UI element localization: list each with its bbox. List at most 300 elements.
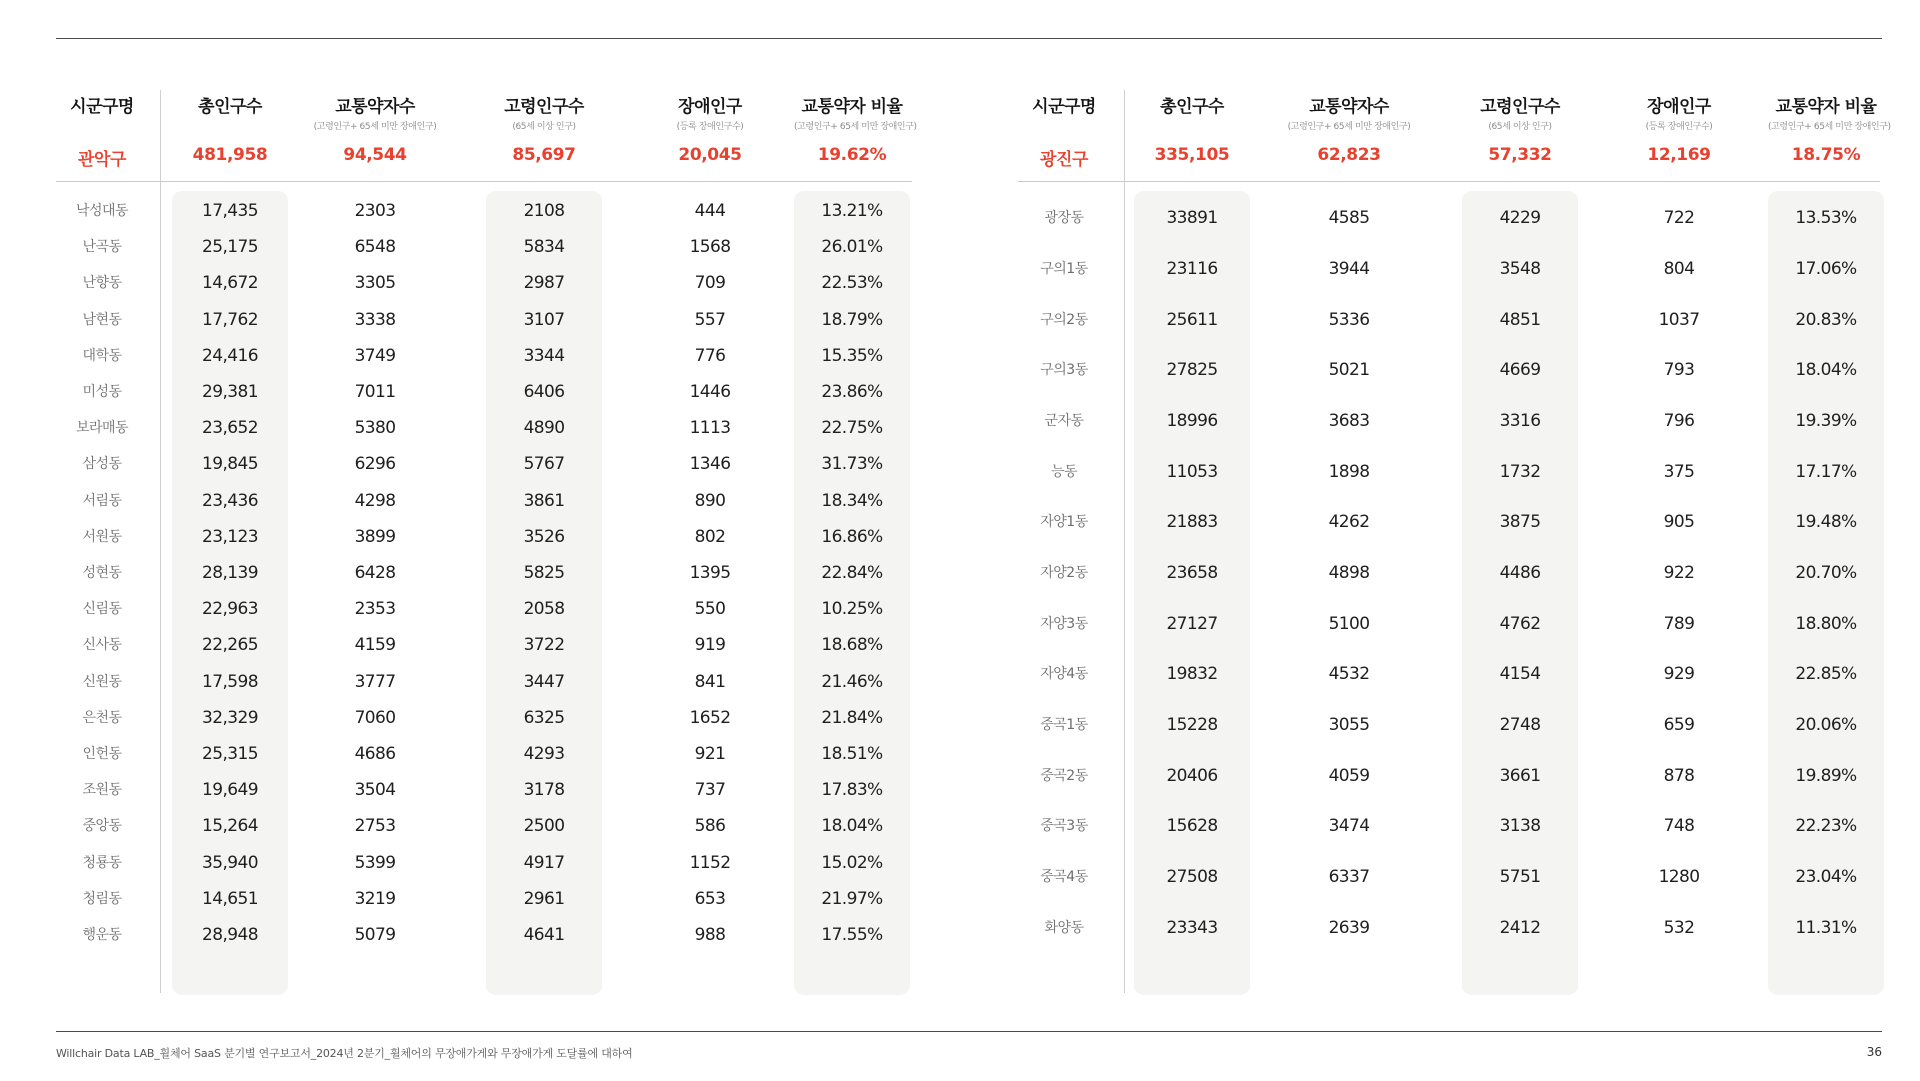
cell-weak: 4262 bbox=[1328, 512, 1370, 533]
total-disabled: 12,169 bbox=[1647, 145, 1711, 165]
table-row bbox=[1018, 866, 1880, 888]
cell-population: 14,651 bbox=[202, 888, 258, 909]
cell-ratio: 18.79% bbox=[821, 309, 883, 330]
column-title: 교통약자수 bbox=[1309, 97, 1389, 117]
column-header-name bbox=[56, 80, 148, 180]
cell-population: 27508 bbox=[1166, 867, 1218, 887]
table-row bbox=[56, 671, 912, 693]
cell-population: 29,381 bbox=[202, 382, 258, 403]
dong-name: 자양4동 bbox=[1040, 666, 1088, 683]
dong-name: 구의3동 bbox=[1040, 362, 1088, 379]
cell-elderly: 3344 bbox=[523, 345, 565, 366]
total-population: 335,105 bbox=[1154, 145, 1230, 165]
cell-ratio: 18.68% bbox=[821, 635, 883, 656]
district-name: 관악구 bbox=[77, 150, 127, 170]
table-row bbox=[1018, 714, 1880, 736]
cell-ratio: 18.34% bbox=[821, 490, 883, 511]
cell-elderly: 4762 bbox=[1499, 613, 1541, 634]
cell-disabled: 919 bbox=[694, 635, 726, 656]
cell-population: 23,123 bbox=[202, 526, 258, 547]
cell-disabled: 793 bbox=[1663, 360, 1695, 381]
cell-weak: 3683 bbox=[1328, 411, 1370, 431]
column-subtitle: (고령인구+ 65세 미만 장애인구) bbox=[1287, 122, 1411, 132]
cell-ratio: 10.25% bbox=[821, 599, 883, 620]
table-row bbox=[1018, 562, 1880, 584]
table-row bbox=[56, 453, 912, 475]
column-header-elderly bbox=[486, 80, 602, 180]
cell-weak: 4059 bbox=[1328, 765, 1370, 786]
total-weak: 94,544 bbox=[343, 145, 407, 165]
cell-disabled: 1346 bbox=[689, 454, 731, 475]
table-row bbox=[56, 309, 912, 331]
table-row bbox=[56, 490, 912, 512]
cell-ratio: 17.06% bbox=[1795, 259, 1857, 279]
cell-elderly: 5825 bbox=[523, 563, 565, 583]
dong-name: 삼성동 bbox=[82, 456, 122, 473]
column-subtitle: (고령인구+ 65세 미만 장애인구) bbox=[313, 122, 437, 132]
cell-weak: 6428 bbox=[354, 563, 396, 583]
cell-population: 24,416 bbox=[202, 345, 258, 366]
dong-name: 난곡동 bbox=[82, 239, 122, 256]
cell-population: 35,940 bbox=[202, 852, 258, 873]
cell-ratio: 19.89% bbox=[1795, 765, 1857, 786]
cell-population: 28,948 bbox=[202, 924, 258, 945]
cell-ratio: 11.31% bbox=[1795, 917, 1857, 938]
column-header-disabled bbox=[1606, 80, 1752, 180]
cell-population: 22,963 bbox=[202, 599, 258, 620]
top-rule bbox=[56, 38, 1882, 39]
column-subtitle: (고령인구+ 65세 미만 장애인구) bbox=[794, 122, 917, 132]
cell-elderly: 3722 bbox=[523, 635, 565, 656]
dong-name: 중곡4동 bbox=[1040, 869, 1088, 885]
cell-ratio: 23.04% bbox=[1795, 867, 1857, 887]
column-title: 장애인구 bbox=[1647, 97, 1711, 117]
cell-disabled: 1037 bbox=[1658, 309, 1700, 330]
cell-ratio: 13.53% bbox=[1795, 208, 1857, 229]
cell-ratio: 22.85% bbox=[1795, 664, 1857, 685]
cell-elderly: 4851 bbox=[1499, 309, 1541, 330]
cell-population: 23,652 bbox=[202, 418, 258, 439]
cell-ratio: 22.23% bbox=[1795, 816, 1857, 837]
dong-name: 보라매동 bbox=[75, 420, 129, 437]
cell-disabled: 709 bbox=[694, 273, 726, 294]
cell-elderly: 3875 bbox=[1499, 512, 1541, 533]
dong-name: 자양2동 bbox=[1040, 565, 1088, 581]
cell-weak: 3899 bbox=[354, 526, 396, 547]
cell-ratio: 22.75% bbox=[821, 418, 883, 439]
column-title: 장애인구 bbox=[678, 97, 742, 117]
cell-disabled: 796 bbox=[1663, 411, 1695, 431]
column-header-disabled bbox=[640, 80, 780, 180]
column-title: 시군구명 bbox=[70, 97, 134, 117]
column-title: 교통약자 비율 bbox=[1775, 97, 1877, 117]
dong-name: 성현동 bbox=[82, 565, 122, 581]
column-subtitle: (등록 장애인구수) bbox=[1645, 122, 1713, 132]
dong-name: 신원동 bbox=[82, 673, 122, 690]
cell-weak: 5380 bbox=[354, 418, 396, 439]
cell-elderly: 4229 bbox=[1499, 208, 1541, 229]
table-row bbox=[56, 200, 912, 222]
column-header-weak bbox=[288, 80, 462, 180]
cell-elderly: 3138 bbox=[1499, 816, 1541, 837]
cell-weak: 4159 bbox=[354, 635, 396, 656]
table-row bbox=[1018, 309, 1880, 331]
cell-weak: 2639 bbox=[1328, 917, 1370, 938]
dong-name: 중곡3동 bbox=[1040, 818, 1088, 835]
table-row bbox=[56, 815, 912, 837]
cell-ratio: 16.86% bbox=[821, 526, 883, 547]
table-row bbox=[1018, 917, 1880, 939]
table-row bbox=[56, 417, 912, 439]
cell-ratio: 31.73% bbox=[821, 454, 883, 475]
cell-disabled: 890 bbox=[694, 490, 726, 511]
cell-elderly: 4917 bbox=[523, 852, 565, 873]
cell-elderly: 2500 bbox=[523, 816, 565, 837]
cell-elderly: 3548 bbox=[1499, 259, 1541, 279]
cell-disabled: 1395 bbox=[689, 563, 731, 583]
cell-elderly: 6325 bbox=[523, 707, 565, 728]
cell-ratio: 23.86% bbox=[821, 382, 883, 403]
dong-name: 남현동 bbox=[82, 311, 122, 328]
table-row bbox=[1018, 663, 1880, 685]
cell-ratio: 21.97% bbox=[821, 888, 883, 909]
cell-ratio: 15.35% bbox=[821, 345, 883, 366]
cell-population: 19832 bbox=[1166, 664, 1218, 685]
cell-ratio: 19.48% bbox=[1795, 512, 1857, 533]
dong-name: 능동 bbox=[1050, 463, 1078, 480]
table-row bbox=[1018, 613, 1880, 635]
total-ratio: 18.75% bbox=[1791, 145, 1861, 165]
cell-weak: 3219 bbox=[354, 888, 396, 909]
table-row bbox=[1018, 511, 1880, 533]
dong-name: 중곡1동 bbox=[1040, 717, 1088, 733]
cell-elderly: 3861 bbox=[523, 490, 565, 511]
cell-disabled: 586 bbox=[694, 816, 726, 837]
cell-population: 14,672 bbox=[202, 273, 258, 294]
cell-population: 25,315 bbox=[202, 743, 258, 764]
cell-disabled: 789 bbox=[1663, 613, 1695, 634]
cell-ratio: 17.17% bbox=[1795, 461, 1857, 482]
dong-name: 군자동 bbox=[1044, 413, 1084, 429]
cell-disabled: 1280 bbox=[1658, 867, 1700, 887]
total-weak: 62,823 bbox=[1317, 145, 1381, 165]
cell-disabled: 929 bbox=[1663, 664, 1695, 685]
cell-weak: 3777 bbox=[354, 671, 396, 692]
cell-ratio: 19.39% bbox=[1795, 411, 1857, 431]
cell-population: 33891 bbox=[1166, 208, 1218, 229]
table-row bbox=[1018, 410, 1880, 432]
column-header-ratio bbox=[794, 80, 917, 180]
district-name: 광진구 bbox=[1039, 150, 1089, 170]
dong-name: 은천동 bbox=[82, 709, 122, 726]
table-row bbox=[56, 707, 912, 729]
cell-disabled: 557 bbox=[694, 309, 726, 330]
bottom-rule bbox=[56, 1031, 1882, 1032]
cell-disabled: 921 bbox=[694, 743, 726, 764]
cell-weak: 5336 bbox=[1328, 309, 1370, 330]
cell-weak: 5100 bbox=[1328, 613, 1370, 634]
header-rule bbox=[56, 181, 912, 182]
cell-population: 28,139 bbox=[202, 563, 258, 583]
column-subtitle: (고령인구+ 65세 미만 장애인구) bbox=[1768, 122, 1891, 132]
column-title: 교통약자 비율 bbox=[801, 97, 903, 117]
cell-disabled: 1152 bbox=[689, 852, 731, 873]
cell-disabled: 444 bbox=[694, 201, 726, 222]
cell-weak: 4298 bbox=[354, 490, 396, 511]
cell-disabled: 922 bbox=[1663, 563, 1695, 583]
cell-elderly: 3447 bbox=[523, 671, 565, 692]
dong-name: 중앙동 bbox=[82, 818, 122, 835]
cell-elderly: 4669 bbox=[1499, 360, 1541, 381]
cell-population: 15,264 bbox=[202, 816, 258, 837]
header-rule bbox=[1018, 181, 1880, 182]
cell-disabled: 905 bbox=[1663, 512, 1695, 533]
table-row bbox=[56, 779, 912, 801]
cell-elderly: 4154 bbox=[1499, 664, 1541, 685]
dong-name: 자양1동 bbox=[1040, 514, 1088, 531]
cell-weak: 4686 bbox=[354, 743, 396, 764]
column-header-population bbox=[1134, 80, 1250, 180]
cell-weak: 5021 bbox=[1328, 360, 1370, 381]
cell-elderly: 2412 bbox=[1499, 917, 1541, 938]
dong-name: 인헌동 bbox=[82, 745, 122, 762]
table-gwangjin bbox=[1018, 80, 1891, 995]
table-row bbox=[56, 888, 912, 910]
dong-name: 서원동 bbox=[82, 528, 122, 545]
dong-name: 중곡2동 bbox=[1040, 767, 1088, 784]
cell-population: 15628 bbox=[1166, 816, 1218, 837]
table-gwanak bbox=[56, 80, 918, 995]
table-row bbox=[1018, 207, 1880, 229]
cell-disabled: 722 bbox=[1663, 208, 1695, 229]
table-row bbox=[1018, 765, 1880, 787]
dong-name: 화양동 bbox=[1044, 919, 1084, 936]
cell-disabled: 776 bbox=[694, 345, 726, 366]
dong-name: 광장동 bbox=[1044, 210, 1084, 227]
total-elderly: 85,697 bbox=[512, 145, 576, 165]
cell-ratio: 20.06% bbox=[1795, 715, 1857, 735]
cell-elderly: 2961 bbox=[523, 888, 565, 909]
cell-ratio: 21.84% bbox=[821, 707, 883, 728]
cell-population: 18996 bbox=[1166, 411, 1218, 431]
dong-name: 대학동 bbox=[82, 347, 122, 364]
cell-elderly: 1732 bbox=[1499, 461, 1541, 482]
cell-population: 32,329 bbox=[202, 707, 258, 728]
cell-ratio: 18.04% bbox=[1795, 360, 1857, 381]
cell-elderly: 5767 bbox=[523, 454, 565, 475]
cell-weak: 3474 bbox=[1328, 816, 1370, 837]
table-row bbox=[1018, 258, 1880, 280]
cell-disabled: 1652 bbox=[689, 707, 731, 728]
table-row bbox=[56, 526, 912, 548]
cell-population: 27127 bbox=[1166, 613, 1218, 634]
cell-disabled: 878 bbox=[1663, 765, 1695, 786]
column-header-population bbox=[172, 80, 288, 180]
table-row bbox=[56, 852, 912, 874]
table-row bbox=[56, 562, 912, 584]
cell-population: 25,175 bbox=[202, 237, 258, 258]
cell-population: 25611 bbox=[1166, 309, 1218, 330]
cell-elderly: 4890 bbox=[523, 418, 565, 439]
cell-population: 23658 bbox=[1166, 563, 1218, 583]
cell-weak: 4585 bbox=[1328, 208, 1370, 229]
column-title: 총인구수 bbox=[1160, 97, 1224, 117]
page-number: 36 bbox=[1866, 1045, 1882, 1059]
column-header-name bbox=[1018, 80, 1110, 180]
cell-population: 19,649 bbox=[202, 780, 258, 801]
cell-population: 23343 bbox=[1166, 917, 1218, 938]
cell-disabled: 804 bbox=[1663, 259, 1695, 279]
table-row bbox=[1018, 815, 1880, 837]
column-subtitle: (65세 이상 인구) bbox=[1488, 122, 1552, 132]
cell-weak: 4898 bbox=[1328, 563, 1370, 583]
dong-name: 미성동 bbox=[82, 384, 122, 401]
cell-weak: 6337 bbox=[1328, 867, 1370, 887]
dong-name: 난향동 bbox=[82, 275, 122, 292]
cell-ratio: 15.02% bbox=[821, 852, 883, 873]
cell-ratio: 18.80% bbox=[1795, 613, 1857, 634]
cell-population: 23116 bbox=[1166, 259, 1218, 279]
column-title: 시군구명 bbox=[1032, 97, 1096, 117]
cell-weak: 2753 bbox=[354, 816, 396, 837]
dong-name: 신사동 bbox=[82, 637, 122, 654]
cell-population: 22,265 bbox=[202, 635, 258, 656]
cell-elderly: 2108 bbox=[523, 201, 565, 222]
cell-population: 23,436 bbox=[202, 490, 258, 511]
cell-population: 17,598 bbox=[202, 671, 258, 692]
dong-name: 서림동 bbox=[82, 492, 122, 509]
cell-disabled: 550 bbox=[694, 599, 726, 620]
cell-population: 17,435 bbox=[202, 201, 258, 222]
cell-disabled: 532 bbox=[1663, 917, 1695, 938]
cell-disabled: 1113 bbox=[689, 418, 731, 439]
table-row bbox=[56, 236, 912, 258]
dong-name: 구의1동 bbox=[1040, 261, 1088, 277]
cell-weak: 4532 bbox=[1328, 664, 1370, 685]
cell-population: 15228 bbox=[1166, 715, 1218, 735]
cell-elderly: 5834 bbox=[523, 237, 565, 258]
cell-weak: 3749 bbox=[354, 345, 396, 366]
cell-population: 21883 bbox=[1166, 512, 1218, 533]
cell-ratio: 17.83% bbox=[821, 780, 883, 801]
dong-name: 자양3동 bbox=[1040, 615, 1088, 632]
dong-name: 청룡동 bbox=[82, 854, 122, 871]
dong-name: 낙성대동 bbox=[75, 203, 129, 220]
cell-ratio: 17.55% bbox=[821, 924, 883, 945]
cell-ratio: 20.83% bbox=[1795, 309, 1857, 330]
total-population: 481,958 bbox=[192, 145, 268, 165]
cell-elderly: 4293 bbox=[523, 743, 565, 764]
table-row bbox=[1018, 359, 1880, 381]
cell-weak: 2353 bbox=[354, 599, 396, 620]
table-row bbox=[56, 634, 912, 656]
total-elderly: 57,332 bbox=[1488, 145, 1552, 165]
cell-elderly: 3107 bbox=[523, 309, 565, 330]
column-header-ratio bbox=[1768, 80, 1891, 180]
cell-weak: 5079 bbox=[354, 924, 396, 945]
cell-weak: 6548 bbox=[354, 237, 396, 258]
table-row bbox=[56, 272, 912, 294]
cell-population: 19,845 bbox=[202, 454, 258, 475]
table-row bbox=[56, 345, 912, 367]
cell-disabled: 802 bbox=[694, 526, 726, 547]
cell-ratio: 18.51% bbox=[821, 743, 883, 764]
cell-weak: 2303 bbox=[354, 201, 396, 222]
cell-disabled: 1446 bbox=[689, 382, 731, 403]
dong-name: 행운동 bbox=[82, 926, 122, 943]
cell-elderly: 3178 bbox=[523, 780, 565, 801]
total-ratio: 19.62% bbox=[817, 145, 887, 165]
column-title: 고령인구수 bbox=[1480, 97, 1560, 117]
column-title: 고령인구수 bbox=[504, 97, 584, 117]
cell-elderly: 4486 bbox=[1499, 563, 1541, 583]
cell-ratio: 26.01% bbox=[821, 237, 883, 258]
cell-elderly: 2058 bbox=[523, 599, 565, 620]
column-subtitle: (등록 장애인구수) bbox=[676, 122, 744, 132]
dong-name: 청림동 bbox=[82, 890, 122, 907]
dong-name: 신림동 bbox=[82, 601, 122, 618]
cell-elderly: 3526 bbox=[523, 526, 565, 547]
column-header-weak bbox=[1262, 80, 1436, 180]
cell-elderly: 2748 bbox=[1499, 715, 1541, 735]
cell-weak: 7011 bbox=[354, 382, 396, 403]
cell-ratio: 21.46% bbox=[821, 671, 883, 692]
cell-weak: 3944 bbox=[1328, 259, 1370, 279]
cell-population: 27825 bbox=[1166, 360, 1218, 381]
column-title: 교통약자수 bbox=[335, 97, 415, 117]
cell-disabled: 737 bbox=[694, 780, 726, 801]
cell-disabled: 841 bbox=[694, 671, 726, 692]
footer-text: Willchair Data LAB_휠체어 SaaS 분기별 연구보고서_2024년 2분기_휠체어의 무장애가게와 무장애가게 도달률에 대하여 bbox=[56, 1047, 633, 1060]
cell-weak: 3055 bbox=[1328, 715, 1370, 735]
cell-population: 20406 bbox=[1166, 765, 1218, 786]
cell-elderly: 6406 bbox=[523, 382, 565, 403]
column-header-elderly bbox=[1462, 80, 1578, 180]
table-row bbox=[56, 924, 912, 946]
cell-population: 17,762 bbox=[202, 309, 258, 330]
table-row bbox=[56, 743, 912, 765]
cell-disabled: 748 bbox=[1663, 816, 1695, 837]
total-disabled: 20,045 bbox=[678, 145, 742, 165]
cell-disabled: 988 bbox=[694, 924, 726, 945]
cell-elderly: 3661 bbox=[1499, 765, 1541, 786]
cell-ratio: 22.53% bbox=[821, 273, 883, 294]
cell-elderly: 3316 bbox=[1499, 411, 1541, 431]
cell-weak: 3504 bbox=[354, 780, 396, 801]
cell-weak: 3338 bbox=[354, 309, 396, 330]
cell-ratio: 18.04% bbox=[821, 816, 883, 837]
table-row bbox=[56, 381, 912, 403]
cell-weak: 7060 bbox=[354, 707, 396, 728]
cell-elderly: 2987 bbox=[523, 273, 565, 294]
cell-disabled: 1568 bbox=[689, 237, 731, 258]
cell-elderly: 5751 bbox=[1499, 867, 1541, 887]
dong-name: 구의2동 bbox=[1040, 311, 1088, 328]
cell-weak: 1898 bbox=[1328, 461, 1370, 482]
column-title: 총인구수 bbox=[198, 97, 262, 117]
column-subtitle: (65세 이상 인구) bbox=[512, 122, 576, 132]
cell-weak: 5399 bbox=[354, 852, 396, 873]
cell-disabled: 659 bbox=[1663, 715, 1695, 735]
table-row bbox=[1018, 461, 1880, 483]
cell-ratio: 13.21% bbox=[821, 201, 883, 222]
cell-weak: 3305 bbox=[354, 273, 396, 294]
dong-name: 조원동 bbox=[82, 782, 122, 799]
cell-elderly: 4641 bbox=[523, 924, 565, 945]
cell-population: 11053 bbox=[1166, 461, 1218, 482]
cell-ratio: 22.84% bbox=[821, 563, 883, 583]
cell-ratio: 20.70% bbox=[1795, 563, 1857, 583]
